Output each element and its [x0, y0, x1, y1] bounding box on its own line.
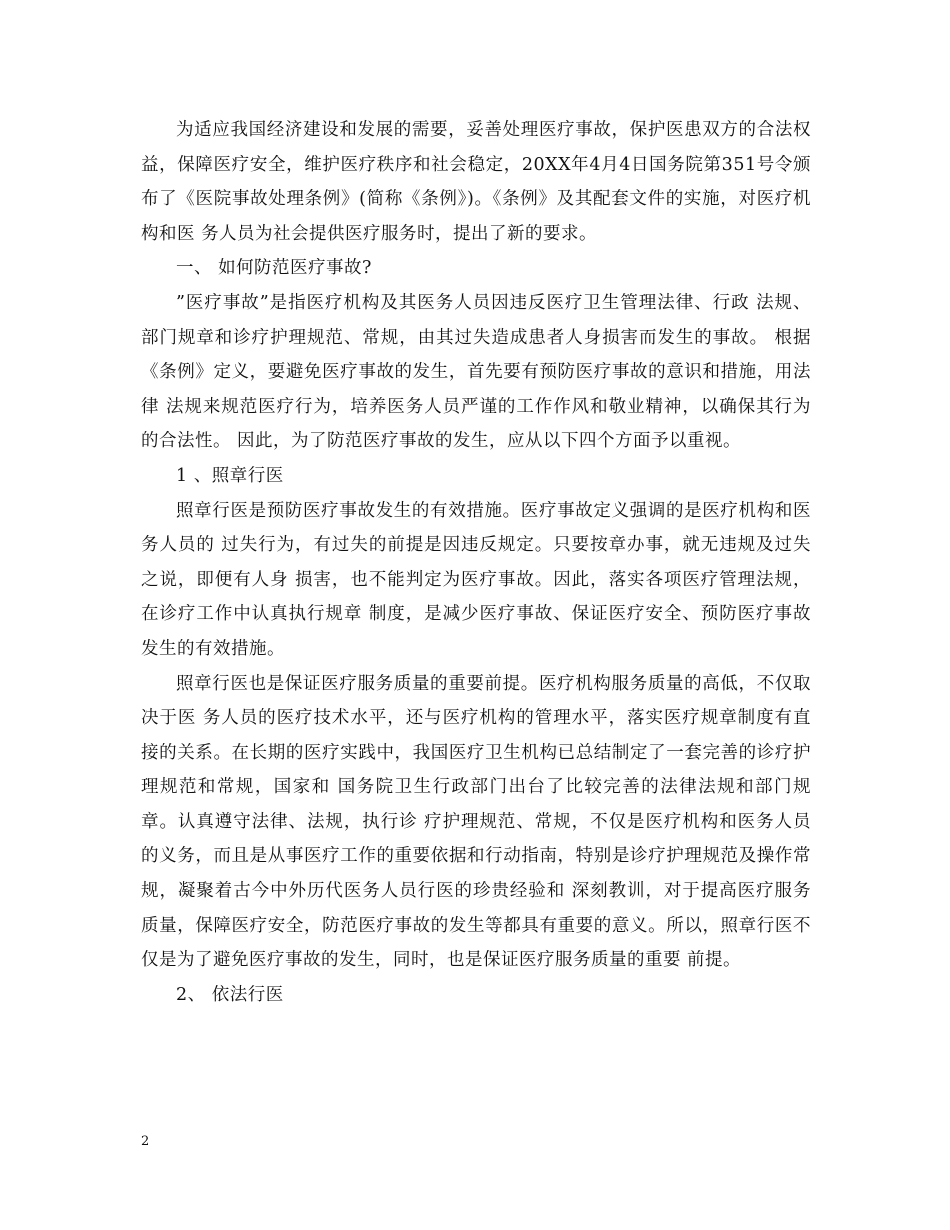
paragraph-definition: ”医疗事故”是指医疗机构及其医务人员因违反医疗卫生管理法律、行政 法规、部门规章和诊疗护理规范、常规，由其过失造成患者人身损害而发生的事故。 根据《条例》定义，要避免医疗事故的发生，首先要有预防医疗事故的意识和措施，用法律 法规来规范医疗行为，培养医务人员严谨的工作作风和敬业精神，以确保其行为的合法性。 因此，为了防范医疗事故的发生，应从以下四个方面予以重视。 [141, 292, 811, 452]
subsection-heading-1: 1 、照章行医 [176, 465, 284, 486]
section-heading-prevention: 一、 如何防范医疗事故? [176, 258, 372, 279]
paragraph-rules-1: 照章行医是预防医疗事故发生的有效措施。医疗事故定义强调的是医疗机构和医务人员的 过失行为，有过失的前提是因违反规定。只要按章办事，就无违规及过失之说，即便有人身 损害，也不能判定为医疗事故。因此，落实各项医疗管理法规，在诊疗工作中认真执行规章 制度，是减少医疗事故、保证医疗安全、预防医疗事故发生的有效措施。 [141, 500, 811, 659]
document-body [141, 113, 811, 1012]
page-number: 2 [141, 1134, 150, 1149]
paragraph-intro: 为适应我国经济建设和发展的需要，妥善处理医疗事故，保护医患双方的合法权益，保障医疗安全，维护医疗秩序和社会稳定，20XX年4月4日国务院第351号令颁布了《医院事故处理条例》(简称《条例》)。《条例》及其配套文件的实施，对医疗机 构和医 务人员为社会提供医疗服务时，提出了新的要求。 [141, 120, 811, 244]
paragraph-rules-2: 照章行医也是保证医疗服务质量的重要前提。医疗机构服务质量的高低，不仅取决于医 务人员的医疗技术水平，还与医疗机构的管理水平，落实医疗规章制度有直接的关系。在长期的医疗实践中，我国医疗卫生机构已总结制定了一套完善的诊疗护理规范和常规，国家和 国务院卫生行政部门出台了比较完善的法律法规和部门规章。认真遵守法律、法规，执行诊 疗护理规范、常规，不仅是医疗机构和医务人员的义务，而且是从事医疗工作的重要依据和行动指南，特别是诊疗护理规范及操作常规，凝聚着古今中外历代医务人员行医的珍贵经验和 深刻教训，对于提高医疗服务质量，保障医疗安全，防范医疗事故的发生等都具有重要的意义。所以，照章行医不仅是为了避免医疗事故的发生，同时，也是保证医疗服务质量的重要 前提。 [141, 673, 811, 971]
subsection-heading-2: 2、 依法行医 [176, 984, 284, 1005]
